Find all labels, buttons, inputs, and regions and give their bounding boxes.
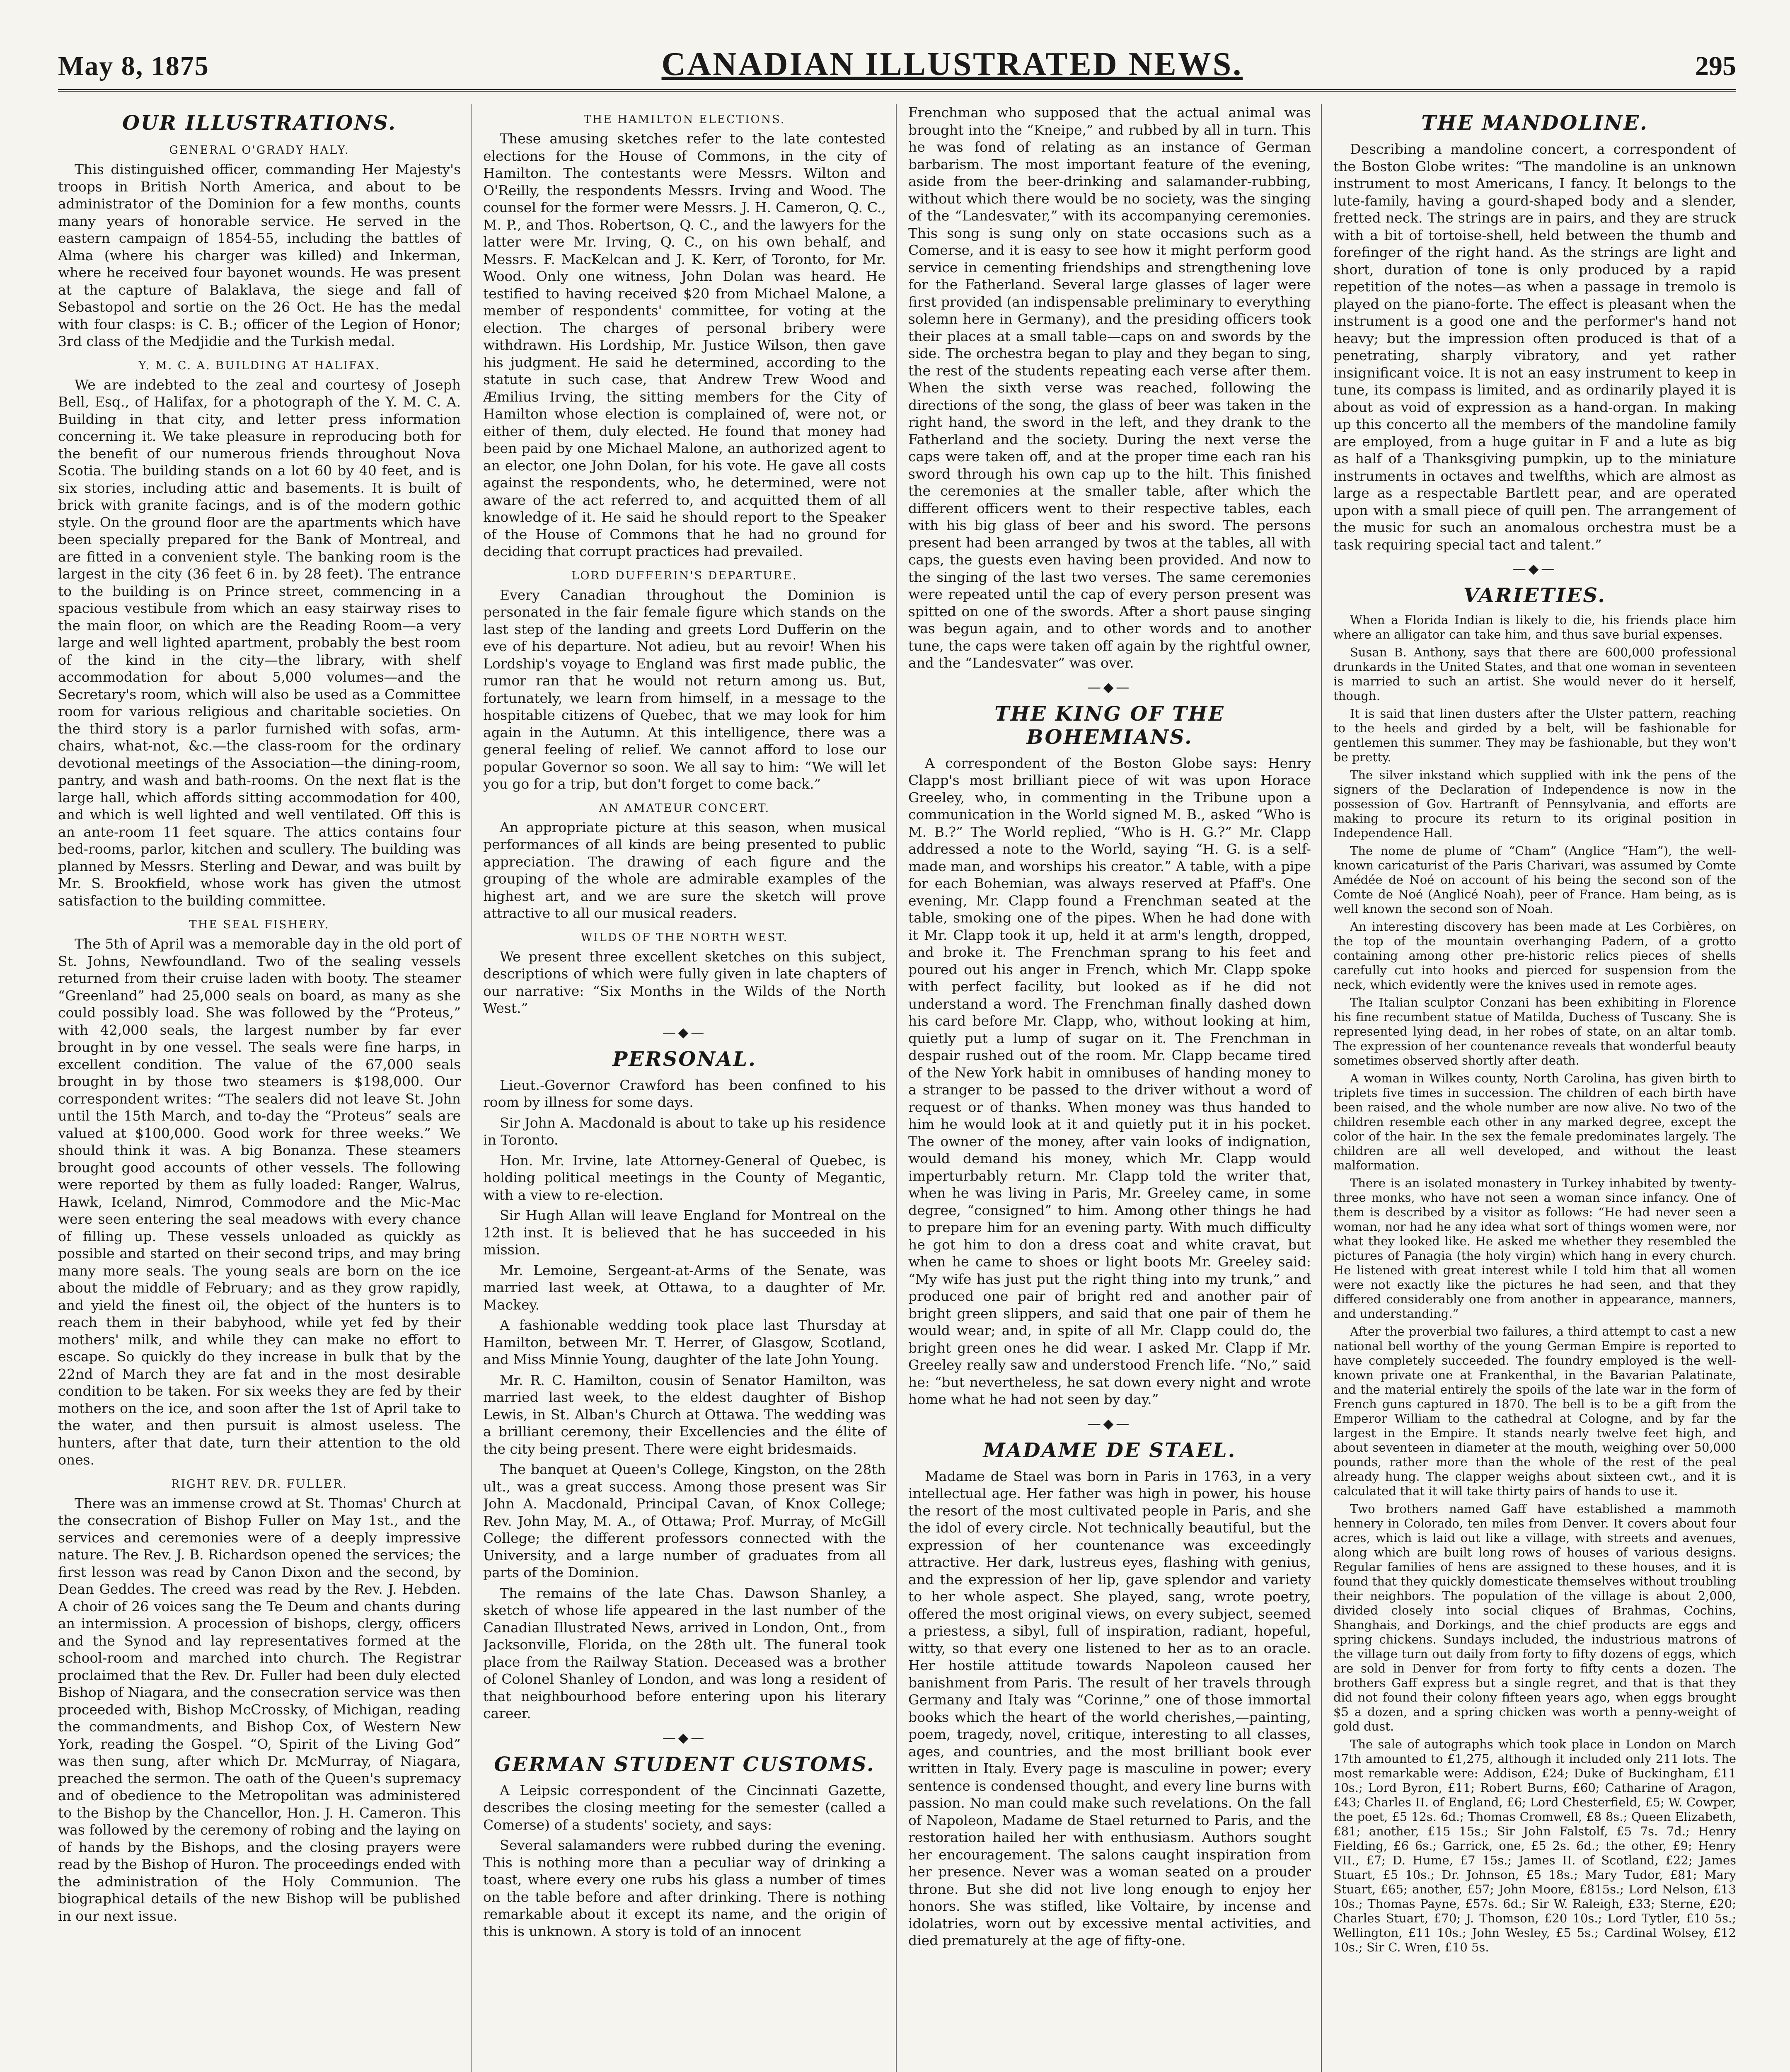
personal-item: A fashionable wedding took place last Thursday at Hamilton, between Mr. T. Herrer, of Glasgow, Scotland, and Miss Minnie Young, daughter of the late John Young.	[483, 1317, 886, 1368]
variety-item: The nome de plume of “Cham” (Anglice “Ham”), the well-known caricaturist of the Paris Charivari, was assumed by Comte Amédée de Noé on account of his being the second son of the Comte de Noé (Anglicé Noah), peer of France. Ham being, as is well known the second son of Noah.	[1333, 844, 1736, 916]
subsection-title: RIGHT REV. DR. FULLER.	[171, 1477, 348, 1491]
personal-item: The banquet at Queen's College, Kingston, on the 28th ult., was a great success. Among those present was Sir John A. Macdonald, Principal Cavan, of Knox College; Rev. John May, M. A., of Ottawa; Prof. Murray, of McGill College; the different professors connected with the University, and a large number of graduates from all parts of the Dominion.	[483, 1461, 886, 1581]
subsection-title: LORD DUFFERIN'S DEPARTURE.	[571, 569, 798, 582]
variety-item: The sale of autographs which took place in London on March 17th amounted to £1,275, although it included only 211 lots. The most remarkable were: Addison, £24; Duke of Buckingham, £11 10s.; Lord Byron, £11; Robert Burns, £60; Catharine of Aragon, £43; Charles II. of England, £6; Lord Chesterfield, £5; W. Cowper, the poet, £5 12s. 6d.; Thomas Cromwell, £8 8s.; Queen Elizabeth, £81; another, £15 15s.; Sir John Falstolf, £5 7s. 7d.; Henry Fielding, £6 6s.; Garrick, one, £5 2s. 6d.; the other, £9; Henry VII., £7; D. Hume, £7 15s.; James II. of Scotland, £22; James Stuart, £5 10s.; Dr. Johnson, £5 18s.; Mary Tudor, £81; Mary Stuart, £65; another, £57; John Moore, £815s.; Lord Nelson, £13 10s.; Thomas Payne, £57s. 6d.; Sir W. Raleigh, £33; Sterne, £20; Charles Stuart, £70; J. Thomson, £20 10s.; Lord Tytler, £10 5s.; Wellington, £11 10s.; John Wesley, £5 5s.; Cardinal Wolsey, £12 10s.; Sir C. Wren, £10 5s.	[1333, 1737, 1736, 1954]
personal-item: The remains of the late Chas. Dawson Shanley, a sketch of whose life appeared in the last number of the Canadian Illustrated News, arrived in London, Ont., from Jacksonville, Florida, on the 28th ult. The funeral took place from the Railway Station. Deceased was a brother of Colonel Shanley of London, and was long a resident of that neighbourhood before entering upon his literary career.	[483, 1585, 886, 1721]
article-paragraph: The 5th of April was a memorable day in the old port of St. Johns, Newfoundland. Two of the sealing vessels returned from their cruise laden with booty. The steamer “Greenland” had 25,000 seals on board, as many as she could possibly load. She was followed by the “Proteus,” with 42,000 seals, the largest number by far ever brought in by one vessel. The seals were fine harps, in excellent condition. The value of the 67,000 seals brought in by those two steamers is $198,000. Our correspondent writes: “The sealers did not leave St. John until the 15th March, and to-day the “Proteus” seals are valued at $100,000. Good work for three weeks.” We should think it was. A big Bonanza. These steamers brought good accounts of other vessels. The following were reported by them as fully loaded: Ranger, Walrus, Hawk, Iceland, Nimrod, Commodore and the Mic-Mac were seen entering the seal meadows with every chance of filling up. These vessels unloaded as quickly as possible and started on their second trips, and may bring many more seals. The young seals are born on the ice about the middle of February; and as they grow rapidly, and yield the finest oil, the object of the hunters is to reach them in their babyhood, while yet fed by their mothers' milk, and while they can make no effort to escape. So quickly do they increase in bulk that by the 22nd of March they are fat and in the most desirable condition to be taken. For six weeks they are fed by their mothers on the ice, and soon after the 1st of April take to the water, and then pursuit is almost useless. The hunters, after that date, turn their attention to the old ones.	[58, 936, 461, 1468]
column-1	[58, 104, 472, 2072]
personal-item: Mr. R. C. Hamilton, cousin of Senator Hamilton, was married last week, to the eldest daughter of Bishop Lewis, in St. Alban's Church at Ottawa. The wedding was a brilliant ceremony, their Excellencies and the élite of the city being present. There were eight bridesmaids.	[483, 1372, 886, 1457]
article-paragraph: There was an immense crowd at St. Thomas' Church at the consecration of Bishop Fuller on May 1st., and the services and ceremonies were of a deeply impressive nature. The Rev. J. B. Richardson opened the services; the first lesson was read by Canon Dixon and the second, by Dean Geddes. The creed was read by the Rev. J. Hebden. A choir of 26 voices sang the Te Deum and chants during an intermission. A procession of bishops, clergy, officers and the Synod and lay representatives formed at the school-room and marched into church. The Registrar proclaimed that the Rev. Dr. Fuller had been duly elected Bishop of Niagara, and the consecration service was then proceeded with, Bishop McCrossky, of Michigan, reading the commandments, and Bishop Cox, of Western New York, reading the Gospel. “O, Spirit of the Living God” was then sung, after which Dr. McMurray, of Niagara, preached the sermon. The oath of the Queen's supremacy and of obedience to the Metropolitan was administered to the Bishop by the Chancellor, Hon. J. H. Cameron. This was followed by the ceremony of robing and the laying on of hands by the Bishops, and the closing prayers were read by the Bishop of Huron. The proceedings ended with the administration of the Holy Communion. The biographical details of the new Bishop will be published in our next issue.	[58, 1495, 461, 1924]
article-paragraph: An appropriate picture at this season, when musical performances of all kinds are being presented to public appreciation. The drawing of each figure and the grouping of the whole are admirable examples of the highest art, and we are sure the sketch will prove attractive to all our musical readers.	[483, 819, 886, 921]
section-title: OUR ILLUSTRATIONS.	[122, 111, 397, 135]
section-title: PERSONAL.	[612, 1047, 757, 1071]
variety-item: There is an isolated monastery in Turkey inhabited by twenty-three monks, who have not seen a woman since infancy. One of them is described by a visitor as follows: “He had never seen a woman, nor had he any idea what sort of things women were, nor what they looked like. He asked me whether they resembled the pictures of Panagia (the holy virgin) which hang in every church. He listened with great interest while I told him that all women were not exactly like the pictures he had seen, and that they differed considerably one from another in appearance, manners, and understanding.”	[1333, 1176, 1736, 1321]
section-title: THE MANDOLINE.	[1421, 111, 1648, 135]
personal-item: Hon. Mr. Irvine, late Attorney-General of Quebec, is holding political meetings in the County of Megantic, with a view to re-election.	[483, 1152, 886, 1203]
section-title: VARIETIES.	[1463, 584, 1606, 607]
page-number: 295	[1695, 51, 1736, 81]
subsection-title: AN AMATEUR CONCERT.	[599, 801, 770, 815]
personal-list	[483, 1077, 886, 1722]
section-title: MADAME DE STAEL.	[983, 1438, 1236, 1462]
variety-item: The silver inkstand which supplied with ink the pens of the signers of the Declaration of Independence is now in the possession of Gov. Hartranft of Pennsylvania, and efforts are making to procure its return to its original position in Independence Hall.	[1333, 768, 1736, 840]
subsection-title: GENERAL O'GRADY HALY.	[169, 144, 350, 157]
article-paragraph: This distinguished officer, commanding Her Majesty's troops in British North America, and about to be administrator of the Dominion for a few months, counts many years of honorable service. He served in the eastern campaign of 1854-55, including the battles of Alma (where his charger was killed) and Inkerman, where he received four bayonet wounds. He was present at the capture of Balaklava, the siege and fall of Sebastopol and sortie on the 26 Oct. He has the medal with four clasps: is C. B.; officer of the Legion of Honor; 3rd class of the Medjidie and the Turkish medal.	[58, 161, 461, 349]
varieties-list	[1333, 613, 1736, 1955]
section-title: GERMAN STUDENT CUSTOMS.	[494, 1752, 875, 1776]
variety-item: Susan B. Anthony, says that there are 600,000 professional drunkards in the United States, and that one woman in seventeen is married to such an artist. She would never do it herself, though.	[1333, 645, 1736, 703]
ornament-divider: —◆—	[662, 1729, 707, 1745]
subsection-title: THE HAMILTON ELECTIONS.	[583, 113, 786, 126]
column-4	[1333, 104, 1736, 2072]
article-paragraph: These amusing sketches refer to the late contested elections for the House of Commons, in the city of Hamilton. The contestants were Messrs. Wilton and O'Reilly, the respondents Messrs. Irving and Wood. The counsel for the former were Messrs. J. H. Cameron, Q. C., M. P., and Thos. Robertson, Q. C., and the lawyers for the latter were Mr. Irving, Q. C., on his own behalf, and Messrs. F. MacKelcan and J. K. Kerr, of Toronto, for Mr. Wood. Only one witness, John Dolan was heard. He testified to having received $20 from Michael Malone, a member of respondents' committee, for voting at the election. The charges of personal bribery were withdrawn. His Lordship, Mr. Justice Wilson, then gave his judgment. He said he determined, according to the statute in such case, that Andrew Trew Wood and Æmilius Irving, the sitting members for the City of Hamilton whose election is complained of, were not, or either of them, duly elected. He found that money had been paid by one Michael Malone, an authorized agent to an elector, one John Dolan, for his vote. He gave all costs against the respondents, who, he determined, were not aware of the act referred to, and acquitted them of all knowledge of it. He said he should report to the Speaker of the House of Commons that he had no ground for deciding that corrupt practices had prevailed.	[483, 131, 886, 559]
personal-item: Mr. Lemoine, Sergeant-at-Arms of the Senate, was married last week, at Ottawa, to a daughter of Mr. Mackey.	[483, 1262, 886, 1313]
variety-item: A woman in Wilkes county, North Carolina, has given birth to triplets five times in succession. The children of each birth have been raised, and the whole number are now alive. No two of the children resemble each other in any marked degree, except the color of the hair. In the sex the female predominates largely. The children are all well developed, and without the least malformation.	[1333, 1071, 1736, 1172]
issue-date: May 8, 1875	[58, 51, 209, 81]
variety-item: An interesting discovery has been made at Les Corbières, on the top of the mountain overhanging Padern, of a grotto containing among other pre-historic relics pieces of shells carefully cut into hooks and pierced for suspension from the neck, which evidently were the knives used in remote ages.	[1333, 920, 1736, 992]
variety-item: It is said that linen dusters after the Ulster pattern, reaching to the heels and girded by a belt, will be fashionable for gentlemen this summer. They may be fashionable, but they won't be pretty.	[1333, 707, 1736, 764]
section-title: THE KING OF THE BOHEMIANS.	[994, 702, 1225, 749]
variety-item: The Italian sculptor Conzani has been exhibiting in Florence his fine recumbent statue of Matilda, Duchess of Tuscany. She is represented lying dead, in her robes of state, on an altar tomb. The expression of her countenance reveals that wonderful beauty sometimes observed shortly after death.	[1333, 995, 1736, 1067]
article-paragraph: Several salamanders were rubbed during the evening. This is nothing more than a peculiar way of drinking a toast, where every one rubs his glass a number of times on the table before and after drinking. There is nothing remarkable about it except its name, and the origin of this is unknown. A story is told of an innocent	[483, 1837, 886, 1939]
article-paragraph: Madame de Stael was born in Paris in 1763, in a very intellectual age. Her father was high in power, his house the resort of the most cultivated people in Paris, and she the idol of every circle. Not technically beautiful, but the expression of her countenance was exceedingly attractive. Her dark, lustreus eyes, flashing with genius, and the expression of her lip, gave splendor and variety to her whole aspect. She played, sang, wrote poetry, offered the most original views, on every subject, seemed a priestess, a sibyl, full of inspiration, radiant, hopeful, witty, so that every one listened to her as to an oracle. Her hostile attitude towards Napoleon caused her banishment from Paris. The result of her travels through Germany and Italy was “Corinne,” one of those immortal books which the heart of the world cherishes,—painting, poem, tragedy, novel, critique, interesting to all classes, ages, and countries, and the most brilliant book ever written in Italy. Every page is masculine in power; every sentence is condensed thought, and every line burns with passion. No man could make such revelations. On the fall of Napoleon, Madame de Stael returned to Paris, and the restoration hailed her with enthusiasm. Authors sought her encouragement. The salons caught inspiration from her presence. Never was a woman seated on a prouder throne. But she did not live long enough to enjoy her honors. She was stifled, like Voltaire, by incense and idolatries, worn out by excessive mental activities, and died prematurely at the age of fifty-one.	[908, 1468, 1311, 1949]
masthead	[58, 46, 1736, 92]
personal-item: Sir Hugh Allan will leave England for Montreal on the 12th inst. It is believed that he has succeeded in his mission.	[483, 1207, 886, 1258]
variety-item: After the proverbial two failures, a third attempt to cast a new national bell worthy of the young German Empire is reported to have completely succeeded. The foundry employed is the well-known private one at Frankenthal, in the Bavarian Palatinate, and the material entirely the spoils of the late war in the form of French guns captured in 1870. The bell is to be a gift from the Emperor William to the cathedral at Cologne, and by far the largest in the Empire. It stands nearly twelve feet high, and about seventeen in diameter at the mouth, weighing over 50,000 pounds, rather more than the whole of the rest of the peal already hung. The clapper weighs about sixteen cwt., and it is calculated that it will take thirty pairs of hands to use it.	[1333, 1324, 1736, 1498]
ornament-divider: —◆—	[662, 1024, 707, 1040]
ornament-divider: —◆—	[1087, 679, 1132, 695]
newspaper-title: CANADIAN ILLUSTRATED NEWS.	[661, 46, 1243, 82]
variety-item: When a Florida Indian is likely to die, his friends place him where an alligator can take him, and thus save burial expenses.	[1333, 613, 1736, 641]
article-paragraph: Describing a mandoline concert, a correspondent of the Boston Globe writes: “The mandoline is an unknown instrument to most Americans, I fancy. It belongs to the lute-family, having a gourd-shaped body and a slender, fretted neck. The strings are in pairs, and they are struck with a bit of tortoise-shell, held between the thumb and forefinger of the right hand. As the strings are light and short, duration of tone is only produced by a rapid repetition of the notes—as when a passage in tremolo is played on the piano-forte. The effect is pleasant when the instrument is a good one and the performer's hand not heavy; but the impression often produced is that of a penetrating, sharply vibratory, and yet rather insignificant voice. It is not an easy instrument to keep in tune, its compass is limited, and as ordinarily played it is about as void of expression as a hand-organ. In making up this concerto all the members of the mandoline family are employed, from a huge guitar in F and a lute as big as half of a Thanksgiving pumpkin, up to the miniature instruments in octaves and twelfths, which are almost as large as a respectable Bartlett pear, and are operated upon with a small piece of quill pen. The arrangement of the music for such an anomalous orchestra must be a task requiring special tact and talent.”	[1333, 141, 1736, 553]
personal-item: Lieut.-Governor Crawford has been confined to his room by illness for some days.	[483, 1077, 886, 1110]
article-paragraph: We present three excellent sketches on this subject, descriptions of which were fully given in late chapters of our narrative: “Six Months in the Wilds of the North West.”	[483, 948, 886, 1016]
subsection-title: Y. M. C. A. BUILDING AT HALIFAX.	[138, 359, 380, 372]
personal-item: Sir John A. Macdonald is about to take up his residence in Toronto.	[483, 1114, 886, 1148]
column-3	[908, 104, 1322, 2072]
columns	[58, 104, 1736, 2072]
article-paragraph: Every Canadian throughout the Dominion is personated in the fair female figure which stands on the last step of the landing and greets Lord Dufferin on the eve of his departure. Not adieu, but au revoir! When his Lordship's voyage to England was first made public, the rumor ran that he would not return among us. But, fortunately, we learn from himself, in a message to the hospitable citizens of Quebec, that we may look for him again in the Autumn. At this intelligence, there was a general feeling of relief. We cannot afford to lose our popular Governor so soon. We all say to him: “We will let you go for a trip, but don't forget to come back.”	[483, 586, 886, 792]
subsection-title: THE SEAL FISHERY.	[189, 918, 330, 931]
ornament-divider: —◆—	[1512, 561, 1557, 576]
column-2	[483, 104, 897, 2072]
article-paragraph: Frenchman who supposed that the actual animal was brought into the “Kneipe,” and rubbed by all in turn. This he was fond of relating as an instance of German barbarism. The most important feature of the evening, aside from the beer-drinking and salamander-rubbing, without which there would be no society, was the singing of the “Landesvater,” with its accompanying ceremonies. This song is sung only on state occasions such as a Comerse, and it is easy to see how it might perform good service in cementing friendships and strengthening love for the Fatherland. Several large glasses of lager were first provided (an indispensable preliminary to everything solemn here in Germany), and the presiding officers took their places at a small table—caps on and swords by the side. The orchestra began to play and they began to sing, the rest of the students repeating each verse after them. When the sixth verse was reached, following the directions of the song, the glass of beer was taken in the right hand, the sword in the left, and they drank to the Fatherland and the society. During the next verse the caps were taken off, and at the proper time each ran his sword through his own cap up to the hilt. This finished the ceremonies at the smaller table, after which the different officers went to their respective tables, each with his big glass of beer and his sword. The persons present had been arranged by twos at the tables, all with caps, the guests even having been provided. And now to the singing of the last two verses. The same ceremonies were repeated until the cap of every person present was spitted on one of the swords. After a short pause singing was begun again, and to other words and to another tune, the caps were taken off again by the rightful owner, and the “Landesvater” was over.	[908, 104, 1311, 671]
article-paragraph: We are indebted to the zeal and courtesy of Joseph Bell, Esq., of Halifax, for a photograph of the Y. M. C. A. Building in that city, and letter press information concerning it. We take pleasure in reproducing both for the benefit of our numerous friends throughout Nova Scotia. The building stands on a lot 60 by 40 feet, and is six stories, including attic and basements. It is built of brick with granite facings, and is of the modern gothic style. On the ground floor are the apartments which have been specially prepared for the Bank of Montreal, and are fitted in a convenient style. The banking room is the largest in the city (36 feet 6 in. by 28 feet). The entrance to the building is on Prince street, commencing in a spacious vestibule from which an easy stairway rises to the main floor, on which are the Reading Room—a very large and well lighted apartment, probably the best room of the kind in the city—the library, with shelf accommodation for about 5,000 volumes—and the Secretary's room, which will also be used as a Committee room for various religious and charitable societies. On the third story is a parlor furnished with sofas, arm-chairs, what-not, &c.—the class-room for the ordinary devotional meetings of the Association—the dining-room, pantry, and wash and bath-rooms. On the next flat is the large hall, which affords sitting accommodation for 400, and which is well lighted and well ventilated. Off this is an ante-room 11 feet square. The attics contains four bed-rooms, parlor, kitchen and scullery. The building was planned by Messrs. Sterling and Dewar, and was built by Mr. S. Brookfield, whose work has given the utmost satisfaction to the building committee.	[58, 376, 461, 909]
subsection-title: WILDS OF THE NORTH WEST.	[581, 931, 789, 944]
variety-item: Two brothers named Gaff have established a mammoth hennery in Colorado, ten miles from Denver. It covers about four acres, which is laid out like a village, with streets and avenues, along which are built long rows of houses of various designs. Regular families of hens are assigned to these houses, and it is found that they quickly domesticate themselves without troubling their neighbors. The population of the village is about 2,000, divided closely into social cliques of Brahmas, Cochins, Shanghais, and Dorkings, and the chief products are eggs and spring chickens. Sundays included, the industrious matrons of the village turn out daily from forty to fifty dozens of eggs, which are sold in Denver for from forty to fifty cents a dozen. The brothers Gaff express but a single regret, and that is that they did not found their colony fifteen years ago, when eggs brought $5 a dozen, and a spring chicken was worth a penny-weight of gold dust.	[1333, 1502, 1736, 1733]
article-paragraph: A correspondent of the Boston Globe says: Henry Clapp's most brilliant piece of wit was upon Horace Greeley, who, in commenting in the Tribune upon a communication in the World signed M. B., asked “Who is M. B.?” The World replied, “Who is H. G.?” Mr. Clapp addressed a note to the World, saying “H. G. is a self-made man, and worships his creator.” A table, with a pipe for each Bohemian, was always reserved at Pfaff's. One evening, Mr. Clapp found a Frenchman seated at the table, smoking one of the pipes. When he had done with it Mr. Clapp took it up, held it at arm's length, dropped, and broke it. The Frenchman sprang to his feet and poured out his anger in French, which Mr. Clapp spoke with perfect facility, but looked as if he did not understand a word. The Frenchman finally dashed down his card before Mr. Clapp, who, without looking at him, quietly put a lump of sugar on it. The Frenchman in despair rushed out of the room. Mr. Clapp became tired of the New York habit in omnibuses of handing money to a stranger to be passed to the driver without a word of request or of thanks. When money was thus handed to him he would look at it and quietly put it in his pocket. The owner of the money, after vain looks of indignation, would demand his money, which Mr. Clapp would imperturbably return. Mr. Clapp told the writer that, when he was living in Paris, Mr. Greeley came, in some degree, “consigned” to him. Among other things he had to prepare him for an evening party. With much difficulty he got him to don a dress coat and white cravat, but when he came to shoes or light boots Mr. Greeley said: “My wife has just put the right thing into my trunk,” and produced one pair of bright red and another pair of bright green slippers, and said that one pair of them he would wear; and, in spite of all Mr. Clapp could do, the bright green ones he did wear. I asked Mr. Clapp if Mr. Greeley really saw and understood French life. “No,” said he: “but nevertheless, he sat down every night and wrote home what he had not seen by day.”	[908, 755, 1311, 1407]
article-paragraph: A Leipsic correspondent of the Cincinnati Gazette, describes the closing meeting for the semester (called a Comerse) of a students' society, and says:	[483, 1782, 886, 1833]
ornament-divider: —◆—	[1087, 1415, 1132, 1431]
